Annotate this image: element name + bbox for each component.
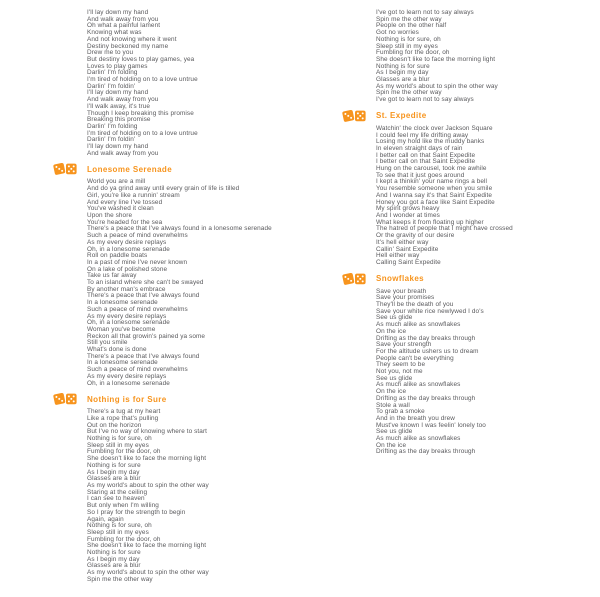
lyric-line: Sleep still in my eyes — [87, 528, 149, 536]
lyric-line: Upon the shore — [87, 211, 133, 219]
lyric-line: And not knowing where it went — [87, 35, 177, 43]
lyric-line: Breaking this promise — [87, 116, 151, 124]
lyrics-stanza — [87, 409, 338, 583]
lyric-line: Callin' Saint Expedite — [376, 245, 439, 253]
lyric-line: As my world's about to spin the other way — [87, 482, 209, 489]
lyric-line: Still you smile — [87, 339, 128, 347]
lyrics-column-right — [342, 10, 600, 456]
lyric-line: There's a peace that I've always found — [87, 292, 200, 300]
lyric-line: See us glide — [376, 374, 413, 382]
lyric-line: Spin me the other way — [87, 575, 153, 583]
lyric-line: Girl, you're like a runnin' stream — [87, 191, 180, 199]
lyric-line: As much alike as snowflakes — [376, 435, 461, 443]
lyric-line: Like a rope that's pulling — [87, 414, 159, 422]
lyric-line: Spin me the other way — [376, 15, 442, 23]
lyric-line: Drifting as the day breaks through — [376, 334, 476, 342]
song-continuation-block — [342, 10, 600, 104]
lyric-line: Nothing is for sure, oh — [87, 435, 152, 443]
lyric-line: They'll be the death of you — [376, 301, 454, 309]
lyric-line: Take us far away — [87, 272, 137, 280]
lyric-line: And walk away from you — [87, 96, 159, 104]
lyric-line: And I wanna say it's that Saint Expedite — [376, 191, 493, 199]
lyric-line: See us glide — [376, 314, 413, 322]
lyric-line: She doesn't like to face the morning light — [376, 55, 496, 63]
dice-icon — [342, 109, 366, 123]
lyric-line: But only when I'm willing — [87, 502, 159, 510]
lyric-line: Such a peace of mind overwhelms — [87, 305, 188, 313]
lyric-line: Drifting as the day breaks through — [376, 448, 476, 456]
lyric-line: You've washed it clean — [87, 205, 154, 213]
lyric-line: As much alike as snowflakes — [376, 381, 461, 389]
lyric-line: Save your promises — [376, 294, 435, 302]
song-title: Nothing is for Sure — [87, 394, 167, 404]
lyric-line: Nothing is for sure — [87, 549, 141, 557]
lyric-line: Out on the horizon — [87, 421, 142, 429]
lyric-line: What's done is done — [87, 346, 147, 354]
lyric-line: Woman you've become — [87, 325, 156, 333]
lyric-line: What keeps it from floating up higher — [376, 218, 484, 226]
lyric-line: Though I keep breaking this promise — [87, 109, 194, 117]
song-title: Lonesome Serenade — [87, 164, 173, 174]
lyric-line: I'll lay down my hand — [87, 89, 149, 97]
song-block — [342, 272, 600, 457]
lyric-line: And walk away from you — [87, 15, 159, 23]
lyric-line: As my every desire replays — [87, 372, 167, 380]
lyric-line: As my world's about to spin the other way — [87, 569, 209, 577]
lyric-line: Must've known I was feelin' lonely too — [376, 421, 486, 429]
lyric-line: Save your breath — [376, 287, 427, 295]
dice-icon — [342, 272, 366, 286]
lyric-line: It's hell either way — [376, 238, 429, 246]
lyric-line: You're headed for the sea — [87, 218, 163, 226]
lyric-line: Such a peace of mind overwhelms — [87, 366, 188, 374]
lyric-line: On the ice — [376, 327, 407, 335]
song-title: Snowflakes — [376, 274, 425, 284]
lyric-line: I'll walk away, it's true — [87, 102, 151, 110]
lyric-line: Oh, in a lonesome serenade — [87, 319, 170, 327]
lyric-line: Sleep still in my eyes — [376, 42, 438, 50]
lyric-line: And I wonder at times — [376, 211, 440, 219]
lyric-line: By another man's embrace — [87, 285, 166, 293]
lyric-line: I've got to learn not to say always — [376, 96, 474, 104]
lyric-line: In a lonesome serenade — [87, 359, 158, 367]
lyric-line: There's a tug at my heart — [87, 408, 161, 416]
lyric-line: They seem to be — [376, 361, 426, 369]
lyric-line: But destiny loves to play games, yea — [87, 55, 195, 63]
lyric-line: Staring at the ceiling — [87, 488, 148, 496]
lyric-line: I better call on that Saint Expedite — [376, 151, 476, 159]
song-block — [53, 162, 338, 387]
lyric-line: Knowing what was — [87, 29, 142, 37]
lyric-line: She doesn't like to face the morning light — [87, 455, 207, 463]
dice-icon — [53, 162, 77, 176]
lyric-line: I'll lay down my hand — [87, 143, 149, 151]
lyric-line: Fumbling for the door, oh — [87, 535, 161, 543]
lyric-line: She doesn't like to face the morning light — [87, 542, 207, 550]
lyric-line: So I pray for the strength to begin — [87, 508, 186, 516]
lyric-line: Such a peace of mind overwhelms — [87, 232, 188, 240]
lyric-line: I'll lay down my hand — [87, 9, 149, 16]
lyric-line: Glasses are a blur — [87, 562, 141, 570]
song-header — [53, 392, 338, 406]
lyric-line: Hung on the carousel, took me awhile — [376, 165, 487, 173]
lyric-line: Darlin' I'm foldin' — [87, 136, 136, 144]
lyric-line: Calling Saint Expedite — [376, 258, 441, 266]
lyric-line: But I've no way of knowing where to start — [87, 428, 208, 436]
lyric-line: Darlin' I'm foldin' — [87, 82, 136, 90]
lyric-line: Nothing is for sure, oh — [87, 522, 152, 530]
lyric-line: There's a peace that I've always found in a lonesome serenade — [87, 225, 272, 233]
song-header — [53, 162, 338, 176]
lyric-line: On the ice — [376, 441, 407, 449]
lyric-line: Spin me the other way — [376, 89, 442, 97]
dice-icon — [53, 392, 77, 406]
lyric-line: You resemble someone when you smile — [376, 185, 493, 193]
lyric-line: Hell either way — [376, 252, 420, 260]
lyric-line: Fumbling for the door, oh — [87, 448, 161, 456]
lyric-line: I kept a thinkin' your name rings a bell — [376, 178, 488, 186]
lyric-line: Loves to play games — [87, 62, 148, 70]
lyric-line: As I begin my day — [87, 468, 140, 476]
lyric-line: To grab a smoke — [376, 408, 425, 416]
lyric-line: I could feel my life drifting away — [376, 131, 469, 139]
lyric-line: As I begin my day — [376, 69, 429, 77]
lyric-line: On a lake of polished stone — [87, 265, 168, 273]
song-header — [342, 109, 600, 123]
lyrics-stanza — [376, 10, 600, 104]
lyric-line: I better call on that Saint Expedite — [376, 158, 476, 166]
lyric-line: People on the other half — [376, 22, 447, 30]
lyric-line: On the ice — [376, 388, 407, 396]
lyric-line: To an island where she can't be swayed — [87, 279, 204, 287]
lyric-line: In eleven straight days of rain — [376, 144, 463, 152]
lyric-line: As my every desire replays — [87, 312, 167, 320]
lyrics-stanza — [376, 289, 600, 457]
lyric-line: Stole a wall — [376, 401, 410, 409]
lyric-line: Got no worries — [376, 29, 419, 37]
lyric-line: Nothing is for sure — [376, 62, 430, 70]
song-continuation-block — [53, 10, 338, 157]
lyric-line: Drew me to you — [87, 49, 134, 57]
lyric-line: Save your white rice newlywed I do's — [376, 307, 484, 315]
lyric-line: My spirit grows heavy — [376, 205, 440, 213]
lyric-line: I'm tired of holding on to a love untrue — [87, 76, 198, 84]
lyric-line: And in the breath you drew — [376, 414, 455, 422]
lyric-line: The hatred of people that I might have crossed — [376, 225, 513, 233]
lyric-line: Again, again — [87, 515, 124, 523]
lyric-line: I can see to heaven — [87, 495, 145, 503]
lyrics-column-left — [53, 10, 338, 584]
lyric-line: Glasses are a blur — [87, 475, 141, 483]
lyric-line: And every line I've tossed — [87, 198, 163, 206]
lyrics-stanza — [376, 126, 600, 267]
lyric-line: Fumbling for the door, oh — [376, 49, 450, 57]
lyric-line: Destiny beckoned my name — [87, 42, 169, 50]
lyric-line: Or the gravity of our desire — [376, 232, 455, 240]
song-block — [342, 109, 600, 267]
song-title: St. Expedite — [376, 111, 427, 121]
lyric-line: Oh, in a lonesome serenade — [87, 379, 170, 387]
lyric-line: Losing my hold like the muddy banks — [376, 138, 485, 146]
lyric-line: World you are a mill — [87, 178, 146, 186]
lyric-line: As my every desire replays — [87, 238, 167, 246]
lyric-line: In a lonesome serenade — [87, 299, 158, 307]
lyric-line: Nothing is for sure, oh — [376, 35, 441, 43]
lyric-line: To see that it just goes around — [376, 171, 465, 179]
song-block — [53, 392, 338, 583]
lyrics-stanza — [87, 179, 338, 387]
lyric-line: There's a peace that I've always found — [87, 352, 200, 360]
lyric-line: For the altitude ushers us to dream — [376, 347, 479, 355]
lyric-line: Drifting as the day breaks through — [376, 394, 476, 402]
lyric-line: Oh, in a lonesome serenade — [87, 245, 170, 253]
lyric-line: Oh what a painful lament — [87, 22, 161, 30]
lyric-line: As I begin my day — [87, 555, 140, 563]
lyric-line: Sleep still in my eyes — [87, 441, 149, 449]
lyric-line: Save your strength — [376, 341, 432, 349]
lyric-line: Darlin' I'm folding — [87, 69, 138, 77]
lyric-line: Watchin' the clock over Jackson Square — [376, 124, 493, 132]
song-header — [342, 272, 600, 286]
lyric-line: And walk away from you — [87, 149, 159, 157]
lyric-line: And do ya grind away until every grain of life is tilled — [87, 185, 240, 193]
lyric-line: I've got to learn not to say always — [376, 9, 474, 16]
lyric-line: People can't be everything — [376, 354, 454, 362]
lyric-line: As my world's about to spin the other way — [376, 82, 498, 90]
lyrics-stanza — [87, 10, 338, 157]
lyric-line: Nothing is for sure — [87, 461, 141, 469]
lyric-line: Not you, not me — [376, 368, 423, 376]
lyric-line: I'm tired of holding on to a love untrue — [87, 129, 198, 137]
lyric-line: In a past of mine I've never known — [87, 258, 188, 266]
lyric-line: Roll on paddle boats — [87, 252, 148, 260]
lyric-line: As much alike as snowflakes — [376, 321, 461, 329]
lyric-line: Honey you got a face like Saint Expedite — [376, 198, 495, 206]
lyric-line: Darlin' I'm folding — [87, 122, 138, 130]
lyric-line: See us glide — [376, 428, 413, 436]
lyric-line: Glasses are a blur — [376, 76, 430, 84]
lyric-line: Reckon all that growin's pained ya some — [87, 332, 206, 340]
